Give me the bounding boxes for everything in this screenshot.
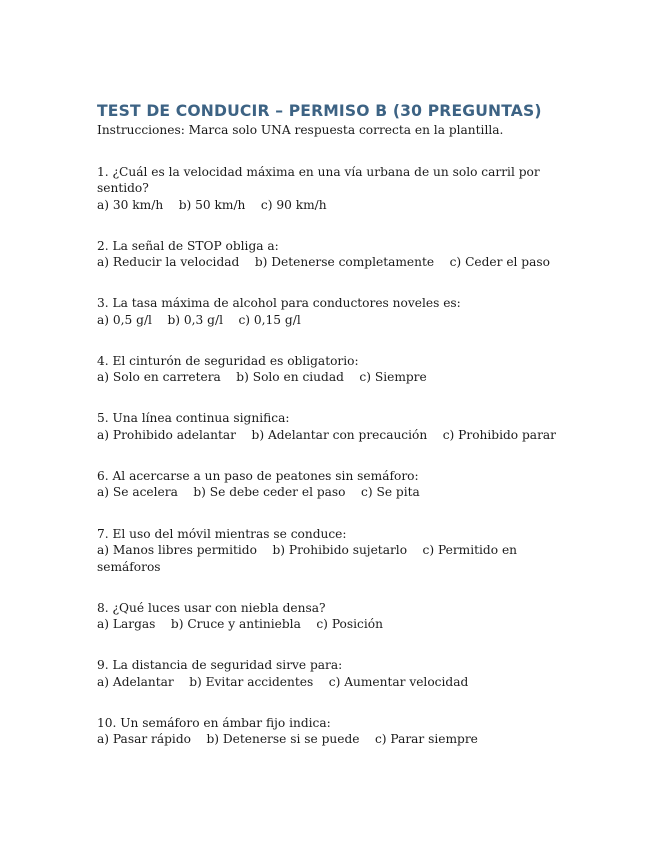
option-c: c) Prohibido parar <box>442 427 556 442</box>
option-a: a) Adelantar <box>97 674 174 689</box>
question-text: 2. La señal de STOP obliga a: <box>97 238 279 253</box>
question-text: 6. Al acercarse a un paso de peatones sin semáforo: <box>97 468 419 483</box>
option-b: b) Detenerse completamente <box>254 255 435 270</box>
option-c: c) Se pita <box>361 485 420 500</box>
question-text: 9. La distancia de seguridad sirve para: <box>97 658 343 673</box>
option-c: c) Permitido en semáforos <box>97 543 518 574</box>
answer-options <box>97 731 557 748</box>
option-c: c) Parar siempre <box>374 732 478 747</box>
answer-options <box>97 542 557 575</box>
question-text: 4. El cinturón de seguridad es obligatorio: <box>97 353 359 368</box>
option-a: a) Reducir la velocidad <box>97 255 240 270</box>
question-text: 7. El uso del móvil mientras se conduce: <box>97 526 347 541</box>
answer-options <box>97 312 557 329</box>
question-text: 3. La tasa máxima de alcohol para conductores noveles es: <box>97 296 461 311</box>
answer-options <box>97 197 557 214</box>
option-a: a) 0,5 g/l <box>97 312 152 327</box>
document-title: TEST DE CONDUCIR – PERMISO B (30 PREGUNTAS) <box>97 102 542 120</box>
option-c: c) Posición <box>316 617 383 632</box>
question-5 <box>97 410 557 443</box>
option-b: b) Solo en ciudad <box>236 370 344 385</box>
answer-options <box>97 427 557 444</box>
question-text: 5. Una línea continua significa: <box>97 411 290 426</box>
answer-options <box>97 369 557 386</box>
question-3 <box>97 295 557 328</box>
answer-options <box>97 674 557 691</box>
option-c: c) 0,15 g/l <box>238 312 301 327</box>
option-a: a) Prohibido adelantar <box>97 427 237 442</box>
option-b: b) Detenerse si se puede <box>206 732 360 747</box>
option-a: a) Se acelera <box>97 485 178 500</box>
option-b: b) Evitar accidentes <box>189 674 314 689</box>
question-1 <box>97 164 557 214</box>
option-b: b) 50 km/h <box>178 197 246 212</box>
option-a: a) Pasar rápido <box>97 732 191 747</box>
question-4 <box>97 353 557 386</box>
question-7 <box>97 526 557 576</box>
question-text: 1. ¿Cuál es la velocidad máxima en una vía urbana de un solo carril por sentido? <box>97 164 540 195</box>
answer-options <box>97 254 557 271</box>
option-c: c) Ceder el paso <box>449 255 550 270</box>
question-10 <box>97 715 557 748</box>
document-page <box>97 101 557 772</box>
option-a: a) Largas <box>97 617 156 632</box>
question-2 <box>97 238 557 271</box>
option-c: c) Siempre <box>359 370 427 385</box>
option-c: c) 90 km/h <box>260 197 327 212</box>
option-a: a) Manos libres permitido <box>97 543 257 558</box>
question-text: 10. Un semáforo en ámbar fijo indica: <box>97 715 331 730</box>
option-c: c) Aumentar velocidad <box>328 674 469 689</box>
option-b: b) Adelantar con precaución <box>251 427 428 442</box>
option-b: b) Cruce y antiniebla <box>170 617 301 632</box>
question-6 <box>97 468 557 501</box>
question-9 <box>97 657 557 690</box>
instructions-text: Instrucciones: Marca solo UNA respuesta correcta en la plantilla. <box>97 123 504 137</box>
option-a: a) Solo en carretera <box>97 370 221 385</box>
option-a: a) 30 km/h <box>97 197 164 212</box>
option-b: b) Se debe ceder el paso <box>193 485 346 500</box>
question-8 <box>97 600 557 633</box>
question-text: 8. ¿Qué luces usar con niebla densa? <box>97 600 326 615</box>
answer-options <box>97 616 557 633</box>
option-b: b) Prohibido sujetarlo <box>272 543 408 558</box>
question-list <box>97 164 557 748</box>
answer-options <box>97 484 557 501</box>
option-b: b) 0,3 g/l <box>167 312 223 327</box>
